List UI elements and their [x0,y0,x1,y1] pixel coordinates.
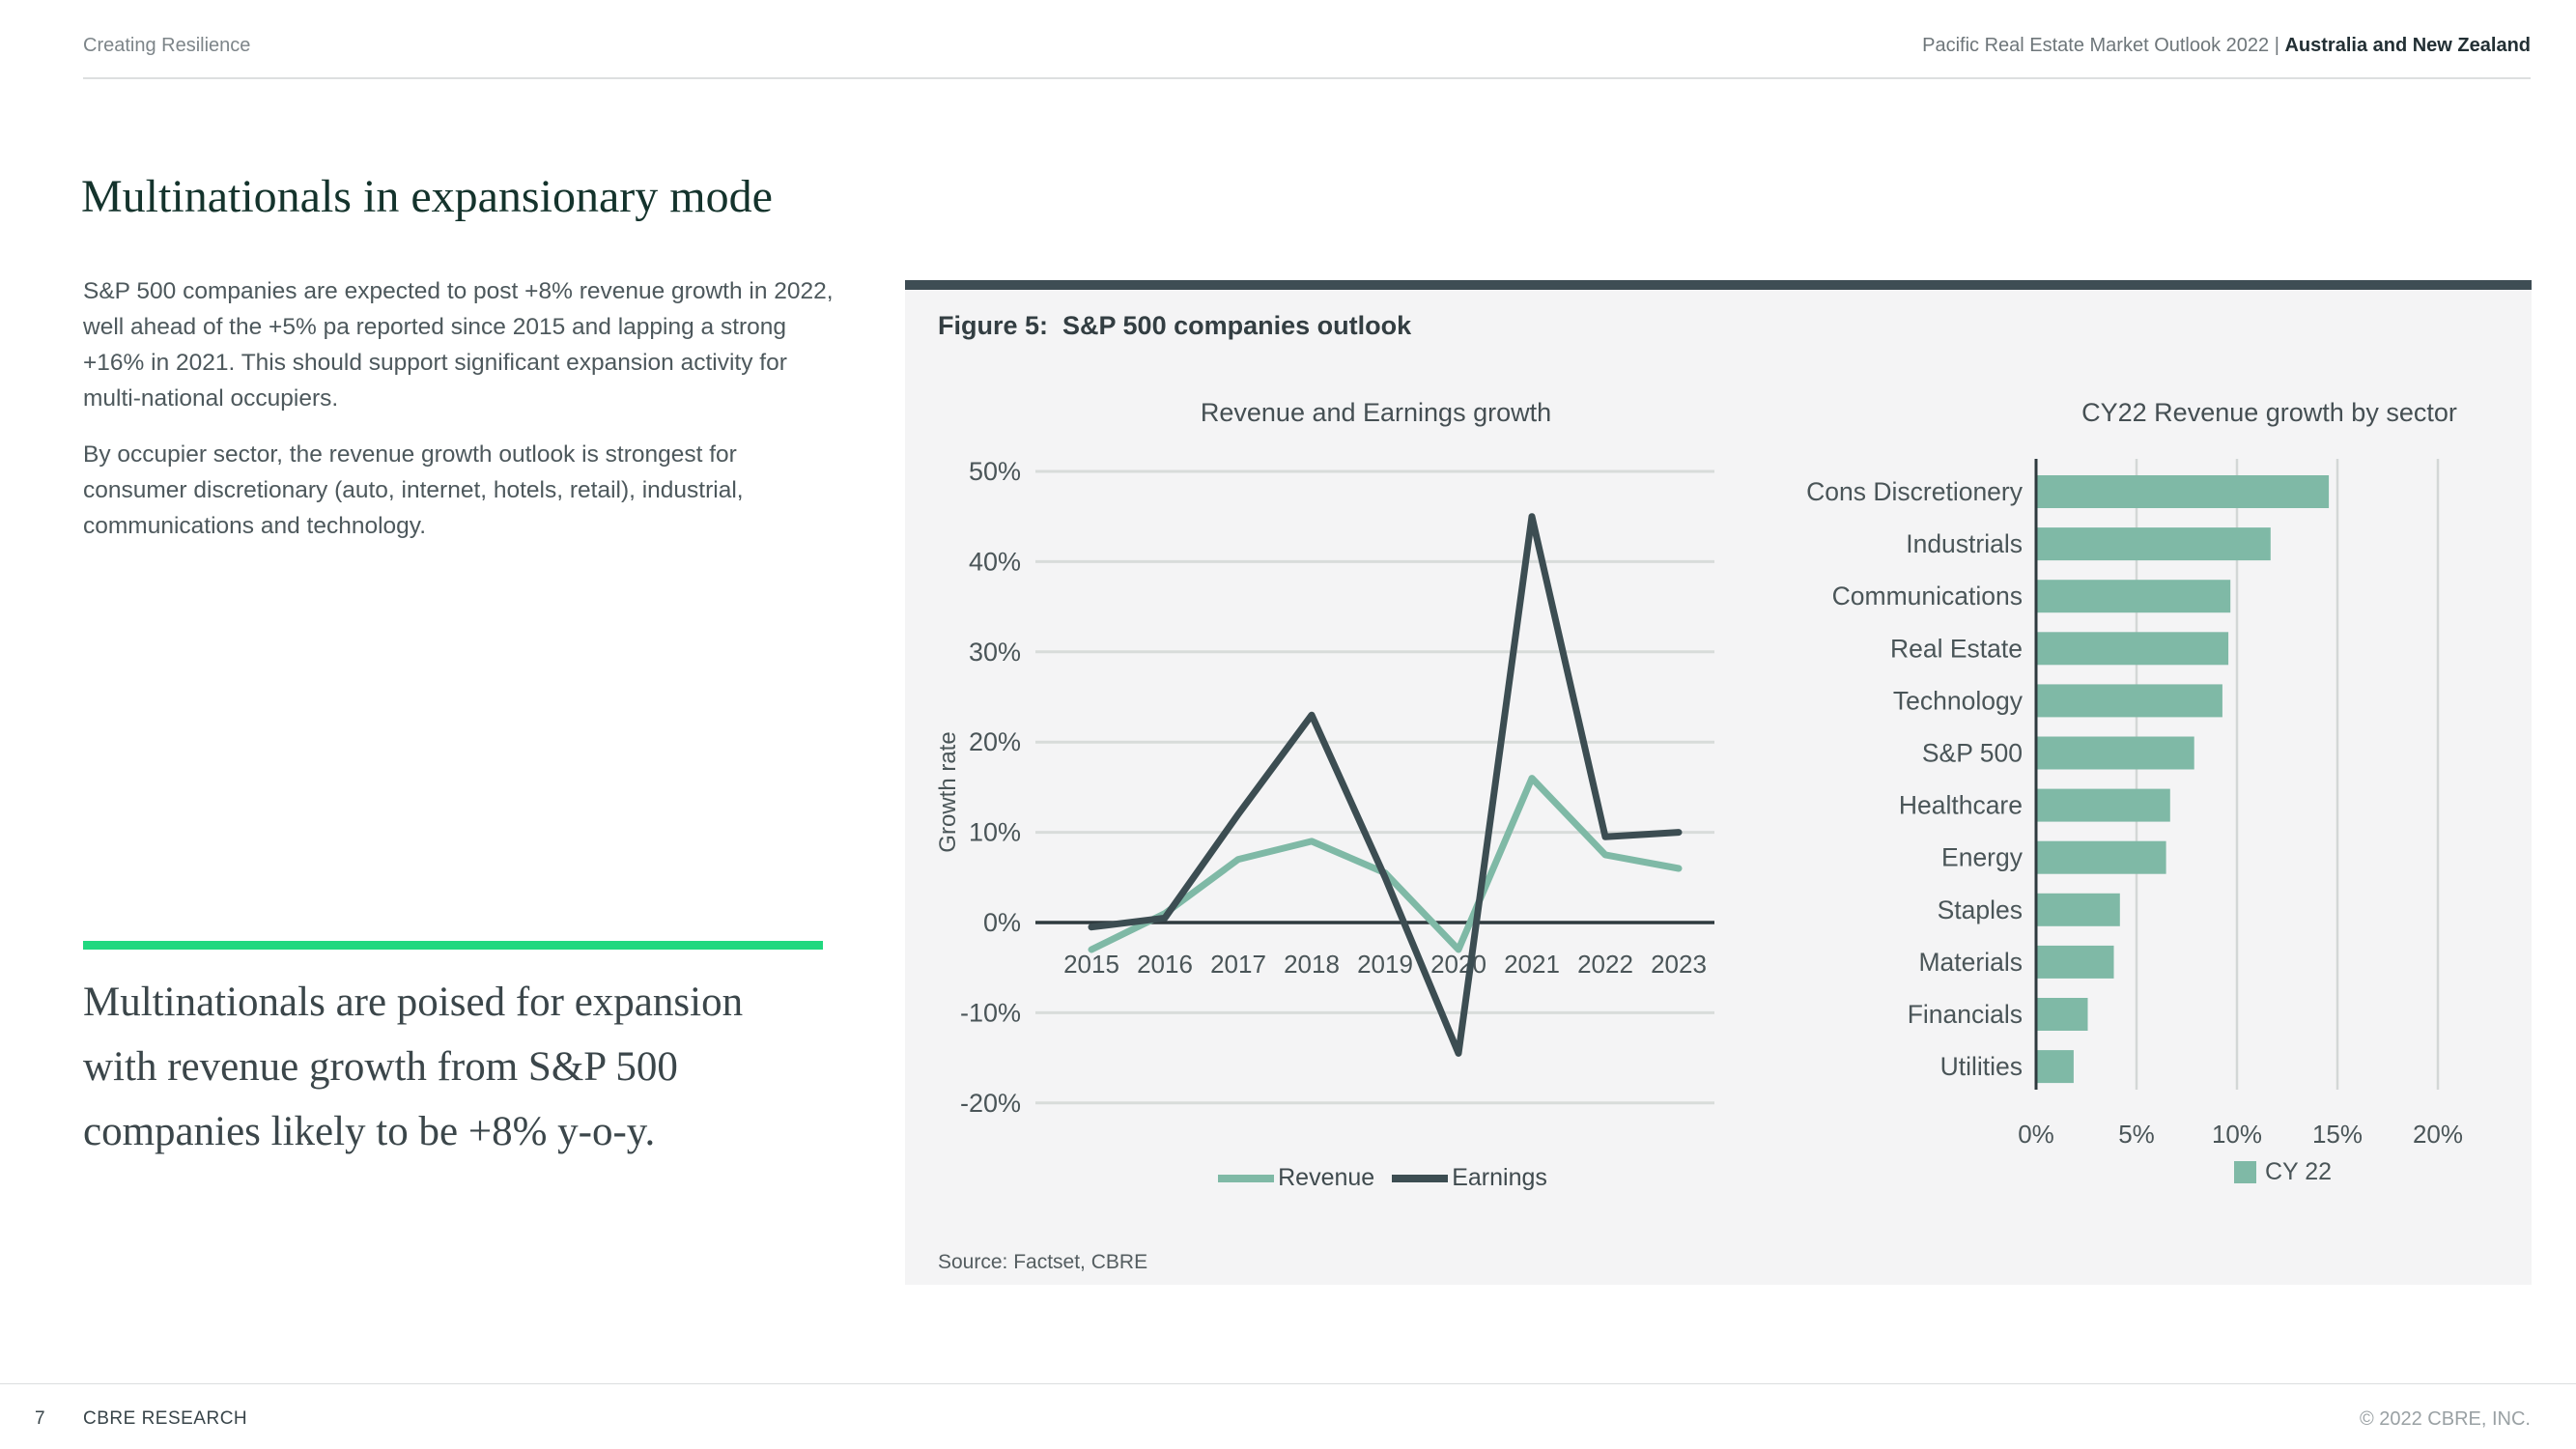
line-chart-legend [1035,1164,1716,1192]
footer-divider [0,1383,2576,1384]
x-axis-tick-label: 2019 [1357,950,1413,979]
bar-legend-swatch [2234,1161,2256,1183]
bar-utilities [2038,1050,2074,1083]
x-axis-tick-label: 2017 [1210,950,1266,979]
bar-category-label: Communications [1831,582,2023,611]
bar-category-label: Financials [1907,1000,2023,1029]
y-axis-tick-label: 20% [968,727,1021,757]
bar-x-tick-label: 0% [2018,1120,2054,1149]
y-axis-tick-label: 50% [968,457,1021,486]
bar-category-label: Real Estate [1890,634,2023,664]
y-axis-tick-label: 40% [968,547,1021,577]
bar-chart [1755,435,2532,1208]
bar-category-label: Staples [1937,895,2023,924]
bar-s-p-500 [2038,737,2194,770]
x-axis-tick-label: 2016 [1137,950,1193,979]
header-report-title [1922,35,2531,57]
legend-label: Earnings [1452,1164,1547,1191]
y-axis-tick-label: 10% [968,817,1021,847]
bar-category-label: Materials [1918,947,2023,977]
bar-x-tick-label: 20% [2412,1120,2464,1149]
bar-industrials [2038,527,2271,560]
bar-category-label: Technology [1892,686,2023,716]
y-axis-title: Growth rate [935,731,961,853]
bar-legend-label: CY 22 [2265,1158,2333,1185]
x-axis-tick-label: 2022 [1577,950,1633,979]
line-chart-title: Revenue and Earnings growth [1200,398,1552,427]
line-chart [905,435,1755,1150]
source-note: Source: Factset, CBRE [938,1251,1148,1273]
body-paragraph: By occupier sector, the revenue growth outlook is strongest for consumer discretionary (auto, internet, hotels, retail), industrial, communications and technology. [83,441,744,539]
bar-category-label: Utilities [1939,1052,2023,1082]
bar-materials [2038,946,2114,979]
bar-chart-title: CY22 Revenue growth by sector [2081,398,2457,427]
legend-swatch-earnings [1392,1175,1448,1182]
footer-copyright: © 2022 CBRE, INC. [2359,1408,2531,1430]
bar-financials [2038,998,2088,1031]
figure-panel [905,280,2532,1285]
bar-category-label: Industrials [1906,529,2023,559]
bar-x-tick-label: 10% [2211,1120,2263,1149]
footer-brand: CBRE RESEARCH [83,1408,248,1429]
x-axis-tick-label: 2015 [1063,950,1119,979]
bar-category-label: Energy [1941,842,2023,872]
bar-healthcare [2038,789,2170,822]
legend-label: Revenue [1278,1164,1375,1191]
x-axis-tick-label: 2021 [1504,950,1560,979]
y-axis-tick-label: -10% [959,998,1021,1028]
bar-energy [2038,841,2166,874]
x-axis-tick-label: 2023 [1651,950,1707,979]
bar-communications [2038,580,2231,612]
legend-swatch-revenue [1218,1175,1274,1182]
bar-category-label: S&P 500 [1921,738,2023,768]
bar-category-label: Cons Discretionery [1806,477,2023,506]
bar-x-tick-label: 15% [2311,1120,2364,1149]
body-paragraph: S&P 500 companies are expected to post +8% revenue growth in 2022, well ahead of the +5% pa reported since 2015 and lapping a strong +16% in 2021. This should support significant expansion activity for multi-national occupiers. [83,278,834,412]
bar-real-estate [2038,632,2229,665]
accent-divider [83,941,823,950]
pull-quote: Multinationals are poised for expansion with revenue growth from S&P 500 companies likely to be +8% y-o-y. [83,980,744,1154]
bar-category-label: Healthcare [1898,790,2023,820]
header-report-name: Pacific Real Estate Market Outlook 2022 | [1922,35,2285,56]
bar-cons-discretionery [2038,475,2330,508]
header-divider [83,77,2531,79]
x-axis-tick-label: 2018 [1284,950,1340,979]
header-tagline: Creating Resilience [83,35,251,56]
figure-label: Figure 5: S&P 500 companies outlook [938,311,1412,340]
x-axis-tick-label: 2020 [1430,950,1486,979]
bar-x-tick-label: 5% [2118,1120,2155,1149]
y-axis-tick-label: 0% [982,908,1021,937]
bar-staples [2038,894,2120,926]
page-title: Multinationals in expansionary mode [81,171,773,222]
y-axis-tick-label: -20% [959,1088,1021,1118]
bar-technology [2038,684,2222,717]
page-number: 7 [35,1408,45,1429]
header-region: Australia and New Zealand [2284,35,2531,56]
y-axis-tick-label: 30% [968,637,1021,667]
